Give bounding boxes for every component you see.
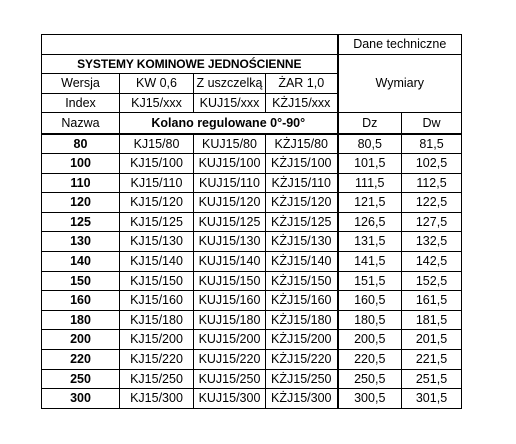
kzj-code-cell: KŻJ15/80 (266, 134, 338, 154)
size-cell: 80 (42, 134, 120, 154)
wersja-label: Wersja (42, 74, 120, 94)
kj-code-cell: KJ15/150 (120, 271, 194, 291)
kj-code-cell: KJ15/100 (120, 153, 194, 173)
tech-data-header: Dane techniczne (338, 35, 462, 55)
kuj-code-cell: KUJ15/100 (194, 153, 266, 173)
kj-code-cell: KJ15/300 (120, 389, 194, 409)
size-cell: 180 (42, 310, 120, 330)
blank-header-cell (42, 35, 338, 55)
index-label: Index (42, 93, 120, 113)
kzj-code-cell: KŻJ15/300 (266, 389, 338, 409)
table-row (42, 232, 462, 252)
kzj-code-cell: KŻJ15/100 (266, 153, 338, 173)
kj-code-cell: KJ15/140 (120, 251, 194, 271)
dw-value-cell: 102,5 (402, 153, 462, 173)
kj-code-cell: KJ15/110 (120, 173, 194, 193)
size-cell: 125 (42, 212, 120, 232)
dw-value-cell: 301,5 (402, 389, 462, 409)
table-row (42, 134, 462, 154)
kuj-code-cell: KUJ15/125 (194, 212, 266, 232)
dw-value-cell: 251,5 (402, 369, 462, 389)
size-cell: 160 (42, 291, 120, 311)
dw-value-cell: 127,5 (402, 212, 462, 232)
kj-code-cell: KJ15/250 (120, 369, 194, 389)
kzj-code-cell: KŻJ15/250 (266, 369, 338, 389)
table-row (42, 349, 462, 369)
kzj-code-cell: KŻJ15/180 (266, 310, 338, 330)
index-kuj: KUJ15/xxx (194, 93, 266, 113)
table-row (42, 310, 462, 330)
dz-value-cell: 160,5 (338, 291, 402, 311)
kuj-code-cell: KUJ15/120 (194, 193, 266, 213)
version-uszczelka: Z uszczelką (194, 74, 266, 94)
kzj-code-cell: KŻJ15/130 (266, 232, 338, 252)
dimensions-header: Wymiary (338, 54, 462, 113)
dz-value-cell: 220,5 (338, 349, 402, 369)
kj-code-cell: KJ15/180 (120, 310, 194, 330)
dw-value-cell: 152,5 (402, 271, 462, 291)
size-cell: 300 (42, 389, 120, 409)
index-kzj: KŻJ15/xxx (266, 93, 338, 113)
dz-value-cell: 300,5 (338, 389, 402, 409)
size-cell: 200 (42, 330, 120, 350)
kj-code-cell: KJ15/130 (120, 232, 194, 252)
kj-code-cell: KJ15/160 (120, 291, 194, 311)
kuj-code-cell: KUJ15/180 (194, 310, 266, 330)
kuj-code-cell: KUJ15/250 (194, 369, 266, 389)
kj-code-cell: KJ15/220 (120, 349, 194, 369)
dw-header: Dw (402, 113, 462, 134)
kzj-code-cell: KŻJ15/160 (266, 291, 338, 311)
size-cell: 220 (42, 349, 120, 369)
version-zar: ŻAR 1,0 (266, 74, 338, 94)
dz-value-cell: 101,5 (338, 153, 402, 173)
dw-value-cell: 201,5 (402, 330, 462, 350)
dz-value-cell: 121,5 (338, 193, 402, 213)
kzj-code-cell: KŻJ15/125 (266, 212, 338, 232)
dz-value-cell: 131,5 (338, 232, 402, 252)
table-title: SYSTEMY KOMINOWE JEDNOŚCIENNE (42, 54, 338, 74)
product-name: Kolano regulowane 0°-90° (120, 113, 338, 134)
kj-code-cell: KJ15/125 (120, 212, 194, 232)
table-row (42, 153, 462, 173)
kuj-code-cell: KUJ15/150 (194, 271, 266, 291)
index-kj: KJ15/xxx (120, 93, 194, 113)
table-row (42, 389, 462, 409)
table-row (42, 369, 462, 389)
size-cell: 110 (42, 173, 120, 193)
product-table (41, 34, 462, 409)
kj-code-cell: KJ15/200 (120, 330, 194, 350)
kj-code-cell: KJ15/120 (120, 193, 194, 213)
nazwa-label: Nazwa (42, 113, 120, 134)
kzj-code-cell: KŻJ15/150 (266, 271, 338, 291)
dz-value-cell: 126,5 (338, 212, 402, 232)
size-cell: 140 (42, 251, 120, 271)
dz-value-cell: 180,5 (338, 310, 402, 330)
kuj-code-cell: KUJ15/110 (194, 173, 266, 193)
kzj-code-cell: KŻJ15/200 (266, 330, 338, 350)
dz-value-cell: 250,5 (338, 369, 402, 389)
table-row (42, 330, 462, 350)
kuj-code-cell: KUJ15/140 (194, 251, 266, 271)
size-cell: 120 (42, 193, 120, 213)
kuj-code-cell: KUJ15/200 (194, 330, 266, 350)
dw-value-cell: 161,5 (402, 291, 462, 311)
dz-value-cell: 111,5 (338, 173, 402, 193)
dw-value-cell: 112,5 (402, 173, 462, 193)
dz-value-cell: 141,5 (338, 251, 402, 271)
dw-value-cell: 181,5 (402, 310, 462, 330)
table-row (42, 271, 462, 291)
size-cell: 100 (42, 153, 120, 173)
table-row (42, 193, 462, 213)
size-cell: 130 (42, 232, 120, 252)
dz-value-cell: 200,5 (338, 330, 402, 350)
size-cell: 250 (42, 369, 120, 389)
kuj-code-cell: KUJ15/160 (194, 291, 266, 311)
kzj-code-cell: KŻJ15/140 (266, 251, 338, 271)
version-kw: KW 0,6 (120, 74, 194, 94)
dz-header: Dz (338, 113, 402, 134)
dw-value-cell: 221,5 (402, 349, 462, 369)
table-row (42, 291, 462, 311)
kuj-code-cell: KUJ15/220 (194, 349, 266, 369)
dw-value-cell: 142,5 (402, 251, 462, 271)
kuj-code-cell: KUJ15/300 (194, 389, 266, 409)
dz-value-cell: 151,5 (338, 271, 402, 291)
kzj-code-cell: KŻJ15/120 (266, 193, 338, 213)
dw-value-cell: 132,5 (402, 232, 462, 252)
kj-code-cell: KJ15/80 (120, 134, 194, 154)
kzj-code-cell: KŻJ15/220 (266, 349, 338, 369)
size-cell: 150 (42, 271, 120, 291)
table-row (42, 212, 462, 232)
dw-value-cell: 122,5 (402, 193, 462, 213)
kuj-code-cell: KUJ15/130 (194, 232, 266, 252)
kzj-code-cell: KŻJ15/110 (266, 173, 338, 193)
kuj-code-cell: KUJ15/80 (194, 134, 266, 154)
table-row (42, 251, 462, 271)
dz-value-cell: 80,5 (338, 134, 402, 154)
dw-value-cell: 81,5 (402, 134, 462, 154)
table-row (42, 173, 462, 193)
